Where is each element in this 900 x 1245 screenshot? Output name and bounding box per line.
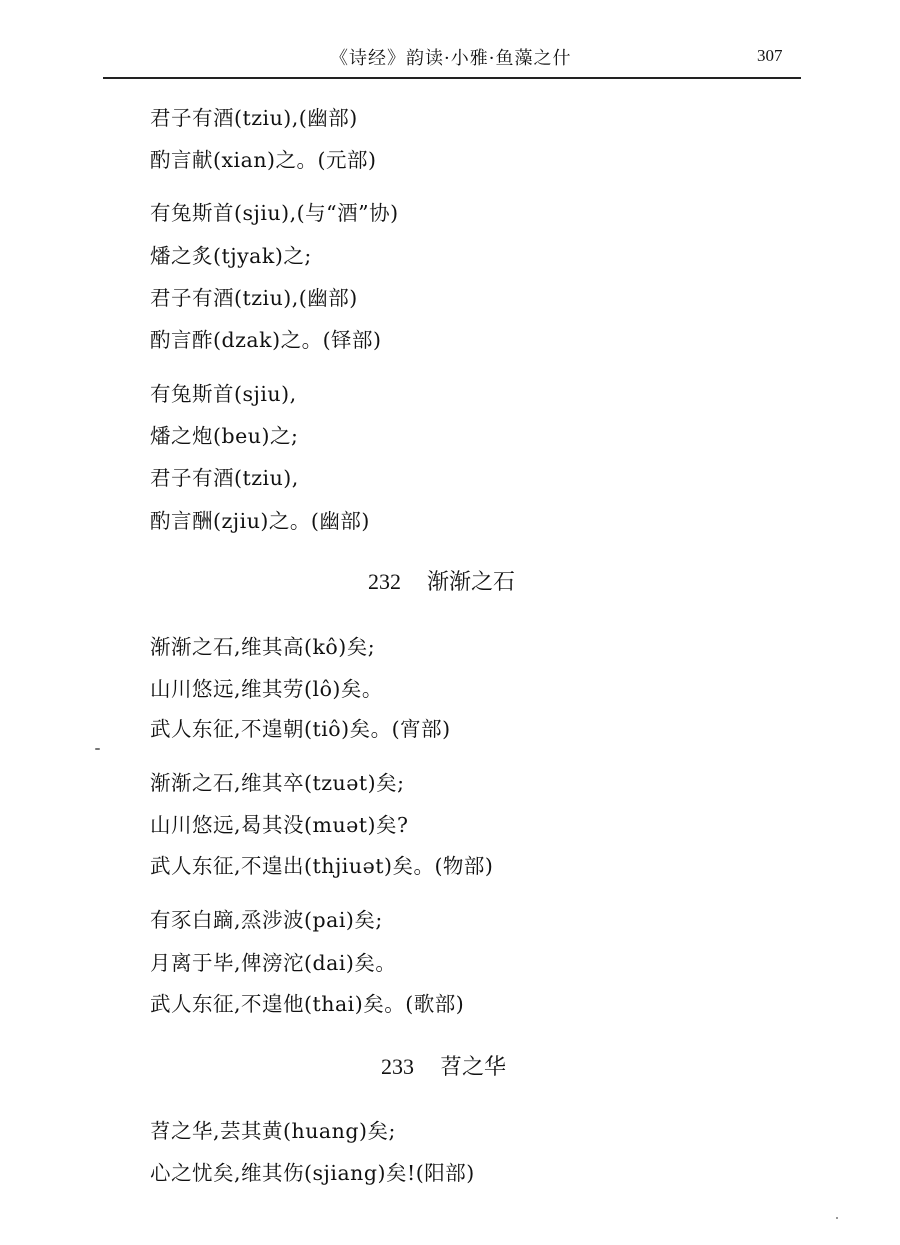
verse-line: 苕之华,芸其黄(huang)矣; bbox=[150, 1119, 396, 1143]
verse-line: 山川悠远,维其劳(lô)矣。 bbox=[150, 677, 383, 701]
verse-line: 武人东征,不遑朝(tiô)矣。(宵部) bbox=[150, 717, 451, 741]
poem-number: 233 bbox=[381, 1054, 414, 1079]
header-rule bbox=[103, 77, 801, 79]
verse-line: 山川悠远,曷其没(muət)矣? bbox=[150, 813, 409, 837]
verse-line: 渐渐之石,维其高(kô)矣; bbox=[150, 635, 376, 659]
verse-line: 酌言酬(zjiu)之。(幽部) bbox=[150, 509, 370, 533]
running-title: 《诗经》韵读·小雅·鱼藻之什 bbox=[330, 48, 572, 69]
poem-heading bbox=[381, 1053, 506, 1082]
verse-line: 渐渐之石,维其卒(tzuət)矣; bbox=[150, 771, 405, 795]
running-head bbox=[0, 0, 900, 80]
poem-title: 渐渐之石 bbox=[427, 570, 516, 595]
verse-line: 酌言献(xian)之。(元部) bbox=[150, 148, 377, 172]
verse-line: 君子有酒(tziu), bbox=[150, 466, 299, 490]
poem-title: 苕之华 bbox=[440, 1055, 507, 1080]
scan-speck bbox=[95, 748, 100, 750]
scan-speck bbox=[836, 1217, 838, 1219]
verse-line: 月离于毕,俾滂沱(dai)矣。 bbox=[150, 951, 397, 975]
verse-line: 燔之炙(tjyak)之; bbox=[150, 244, 312, 268]
verse-line: 君子有酒(tziu),(幽部) bbox=[150, 286, 358, 310]
verse-line: 武人东征,不遑他(thai)矣。(歌部) bbox=[150, 992, 465, 1016]
verse-line: 心之忧矣,维其伤(sjiang)矣!(阳部) bbox=[150, 1161, 475, 1185]
poem-number: 232 bbox=[368, 569, 401, 594]
verse-line: 有豕白蹢,烝涉波(pai)矣; bbox=[150, 908, 383, 932]
verse-line: 酌言酢(dzak)之。(铎部) bbox=[150, 328, 382, 352]
page-number: 307 bbox=[757, 46, 783, 65]
verse-line: 有兔斯首(sjiu),(与“酒”协) bbox=[150, 201, 399, 225]
verse-line: 有兔斯首(sjiu), bbox=[150, 382, 297, 406]
verse-line: 武人东征,不遑出(thjiuət)矣。(物部) bbox=[150, 854, 494, 878]
verse-line: 燔之炮(beu)之; bbox=[150, 424, 299, 448]
verse-line: 君子有酒(tziu),(幽部) bbox=[150, 106, 358, 130]
poem-heading bbox=[368, 568, 515, 597]
